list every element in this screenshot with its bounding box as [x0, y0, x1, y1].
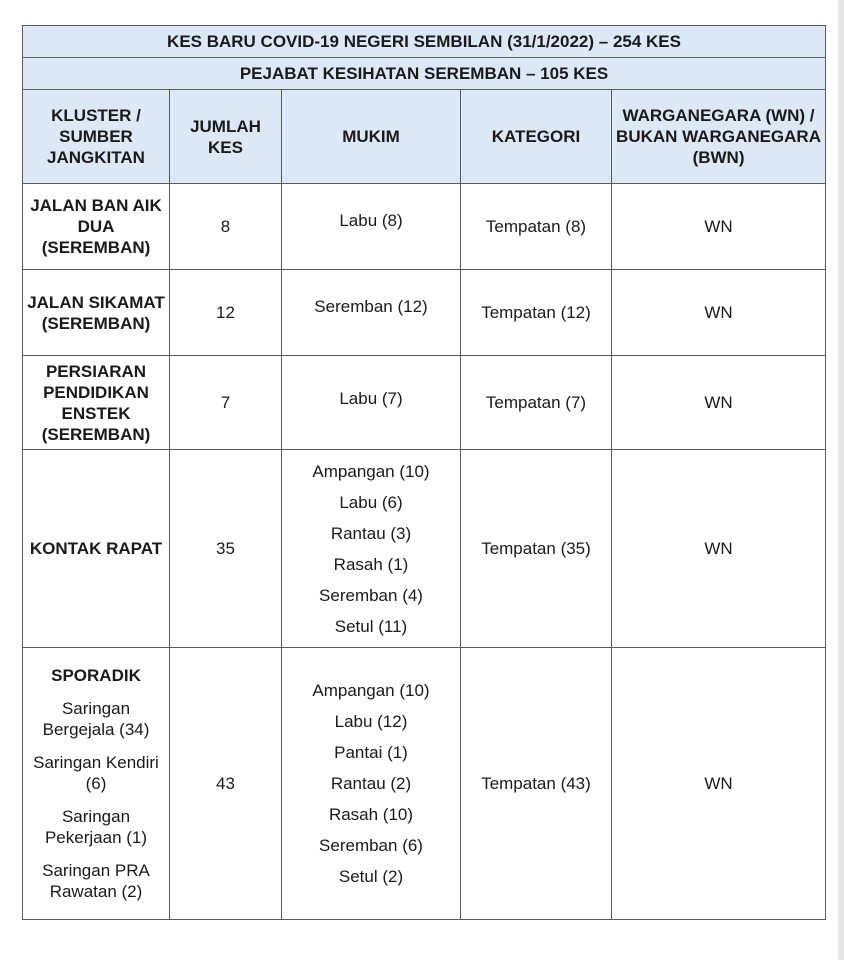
- warganegara-cell: WN: [612, 450, 826, 648]
- header-kluster: KLUSTER / SUMBER JANGKITAN: [23, 90, 170, 184]
- kategori-cell: Tempatan (7): [461, 356, 612, 450]
- mukim-item: Labu (12): [334, 712, 408, 731]
- header-warganegara: WARGANEGARA (WN) / BUKAN WARGANEGARA (BWN): [612, 90, 826, 184]
- warganegara-cell: WN: [612, 184, 826, 270]
- warganegara-cell: WN: [612, 648, 826, 920]
- kategori-cell: Tempatan (8): [461, 184, 612, 270]
- jumlah-cell: 43: [170, 648, 282, 920]
- kluster-cell: [23, 648, 170, 920]
- mukim-cell: [282, 184, 461, 270]
- mukim-item: Seremban (12): [314, 297, 428, 316]
- kategori-cell: Tempatan (43): [461, 648, 612, 920]
- mukim-cell: [282, 648, 461, 920]
- table-row: [23, 270, 826, 356]
- subtitle-row: [23, 58, 826, 90]
- title-row: [23, 26, 826, 58]
- jumlah-cell: 12: [170, 270, 282, 356]
- mukim-item: Labu (6): [339, 492, 403, 512]
- sporadik-item: Saringan Kendiri (6): [33, 753, 159, 793]
- mukim-item: Seremban (4): [319, 585, 423, 605]
- jumlah-cell: 35: [170, 450, 282, 648]
- mukim-item: Labu (8): [339, 211, 403, 230]
- table-row: [23, 648, 826, 920]
- table-subtitle: PEJABAT KESIHATAN SEREMBAN – 105 KES: [23, 58, 826, 90]
- mukim-item: Rantau (3): [330, 523, 412, 543]
- header-row: [23, 90, 826, 184]
- jumlah-cell: 7: [170, 356, 282, 450]
- sporadik-item: Saringan PRA Rawatan (2): [42, 861, 150, 901]
- header-jumlah: JUMLAH KES: [170, 90, 282, 184]
- page-edge: [838, 0, 844, 960]
- mukim-item: Seremban (6): [319, 836, 423, 855]
- kategori-cell: Tempatan (35): [461, 450, 612, 648]
- mukim-item: Setul (2): [338, 867, 404, 886]
- warganegara-cell: WN: [612, 356, 826, 450]
- mukim-item: Rasah (1): [333, 554, 409, 574]
- kluster-cell: JALAN SIKAMAT (SEREMBAN): [23, 270, 170, 356]
- mukim-cell: [282, 356, 461, 450]
- table-row: [23, 356, 826, 450]
- jumlah-cell: 8: [170, 184, 282, 270]
- sporadik-item: Saringan Bergejala (34): [42, 699, 150, 739]
- kluster-cell: JALAN BAN AIK DUA (SEREMBAN): [23, 184, 170, 270]
- mukim-item: Ampangan (10): [312, 461, 430, 481]
- mukim-item: Ampangan (10): [312, 681, 430, 700]
- table-row: [23, 184, 826, 270]
- kluster-cell: PERSIARAN PENDIDIKAN ENSTEK (SEREMBAN): [23, 356, 170, 450]
- sporadik-item: Saringan Pekerjaan (1): [44, 807, 148, 847]
- sporadik-title: SPORADIK: [51, 666, 141, 685]
- mukim-item: Setul (11): [334, 616, 408, 636]
- table-title: KES BARU COVID-19 NEGERI SEMBILAN (31/1/2022) – 254 KES: [23, 26, 826, 58]
- mukim-cell: [282, 450, 461, 648]
- header-kategori: KATEGORI: [461, 90, 612, 184]
- mukim-item: Pantai (1): [334, 743, 408, 762]
- header-mukim: MUKIM: [282, 90, 461, 184]
- kategori-cell: Tempatan (12): [461, 270, 612, 356]
- mukim-item: Rasah (10): [328, 805, 414, 824]
- table-row: [23, 450, 826, 648]
- warganegara-cell: WN: [612, 270, 826, 356]
- mukim-item: Rantau (2): [330, 774, 412, 793]
- kluster-cell: KONTAK RAPAT: [23, 450, 170, 648]
- mukim-item: Labu (7): [339, 389, 403, 408]
- covid-cases-table: [22, 25, 826, 920]
- mukim-cell: [282, 270, 461, 356]
